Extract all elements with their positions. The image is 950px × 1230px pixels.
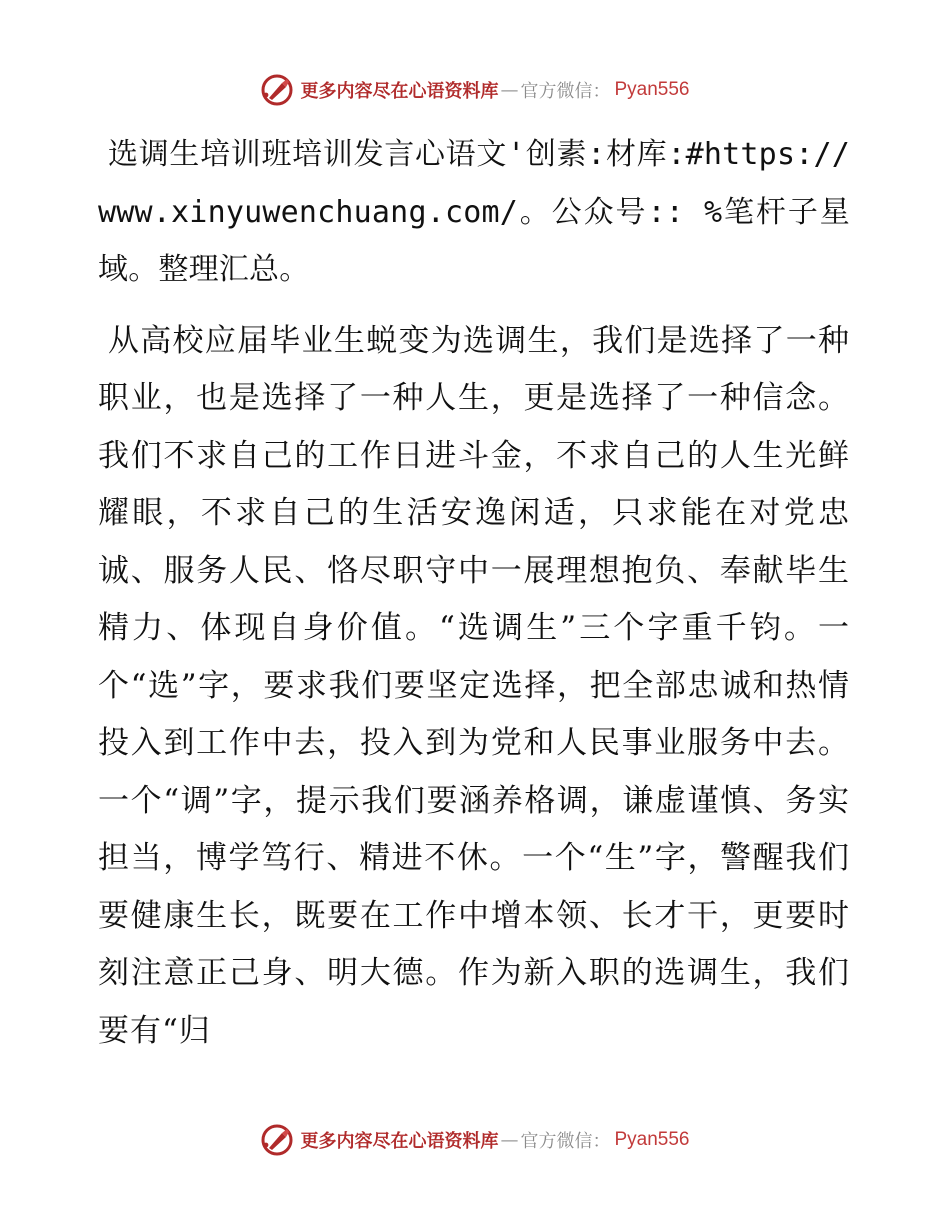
header-wechat-id: Pyan556 (614, 79, 690, 100)
header-separator: — (500, 79, 519, 101)
header-banner (0, 70, 950, 110)
header-wechat-label: 官方微信： (520, 81, 611, 102)
footer-wechat-id: Pyan556 (614, 1129, 690, 1150)
document-body (98, 126, 850, 1060)
pen-nib-logo-icon (260, 1123, 294, 1157)
main-paragraph: 从高校应届毕业生蜕变为选调生，我们是选择了一种职业，也是选择了一种人生，更是选择了一种信念。我们不求自己的工作日进斗金，不求自己的人生光鲜耀眼，不求自己的生活安逸闲适，只求能在对党忠诚、服务人民、恪尽职守中一展理想抱负、奉献毕生精力、体现自身价值。“选调生”三个字重千钧。一个“选”字，要求我们要坚定选择，把全部忠诚和热情投入到工作中去，投入到为党和人民事业服务中去。一个“调”字，提示我们要涵养格调，谦虚谨慎、务实担当，博学笃行、精进不休。一个“生”字，警醒我们要健康生长，既要在工作中增本领、长才干，更要时刻注意正己身、明大德。作为新入职的选调生，我们要有“归 (98, 322, 850, 1049)
header-brand-text: 更多内容尽在心语资料库 (300, 81, 499, 102)
pen-nib-logo-icon (260, 73, 294, 107)
footer-brand-text: 更多内容尽在心语资料库 (300, 1131, 499, 1152)
footer-banner (0, 1120, 950, 1160)
footer-separator: — (500, 1129, 519, 1151)
intro-paragraph: 选调生培训班培训发言心语文'创素:材库:#https://www.xinyuwenchuang.com/。公众号:: %笔杆子星域。整理汇总。 (98, 137, 850, 287)
footer-wechat-label: 官方微信： (520, 1131, 611, 1152)
